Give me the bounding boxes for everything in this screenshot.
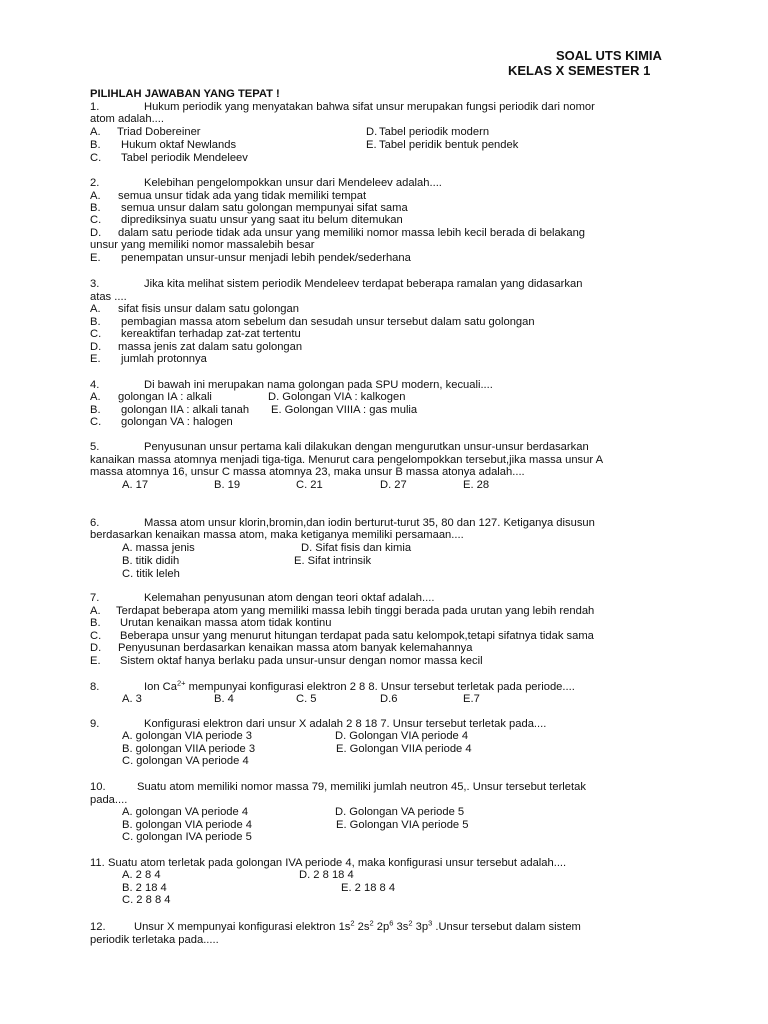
option-text: kereaktifan terhadap zat-zat tertentu	[121, 328, 301, 340]
option-text: B. 2 18 4	[122, 882, 167, 894]
option-key: E.	[90, 655, 101, 667]
question-text: Suatu atom terletak pada golongan IVA periode 4, maka konfigurasi unsur tersebut adalah....	[108, 857, 567, 869]
option-text: Tabel peridik bentuk pendek	[379, 139, 519, 151]
option-text: A. 17	[122, 479, 149, 491]
option-text: massa jenis zat dalam satu golongan	[118, 341, 303, 353]
option-key: C.	[90, 328, 102, 340]
option-text: jumlah protonnya	[121, 353, 207, 365]
option-text: D.6	[380, 693, 398, 705]
option-key: B.	[90, 202, 101, 214]
option-text: B. golongan VIIA periode 3	[122, 743, 256, 755]
question-text: atom adalah....	[90, 113, 165, 125]
option-text: E. Sifat intrinsik	[294, 555, 372, 567]
option-text: B. titik didih	[122, 555, 180, 567]
option-key: C.	[90, 416, 102, 428]
option-text: Sistem oktaf hanya berlaku pada unsur-unsur dengan nomor massa kecil	[120, 655, 483, 667]
option-text: E. Golongan VIIIA : gas mulia	[271, 404, 418, 416]
question-number: 7.	[90, 592, 100, 604]
option-text: C. titik leleh	[122, 568, 180, 580]
option-text: Tabel periodik Mendeleev	[121, 152, 248, 164]
question-text: Suatu atom memiliki nomor massa 79, memiliki jumlah neutron 45,. Unsur tersebut terletak	[137, 781, 586, 793]
option-key: C.	[90, 630, 102, 642]
option-key: A.	[90, 303, 101, 315]
question-text: Kelebihan pengelompokkan unsur dari Mendeleev adalah....	[144, 177, 442, 189]
question-text: Hukum periodik yang menyatakan bahwa sifat unsur merupakan fungsi periodik dari nomor	[144, 101, 595, 113]
question-text: Di bawah ini merupakan nama golongan pada SPU modern, kecuali....	[144, 379, 493, 391]
option-key: D.	[90, 642, 102, 654]
option-text: C. golongan VA periode 4	[122, 755, 249, 767]
question-number: 6.	[90, 517, 100, 529]
option-text: dalam satu periode tidak ada unsur yang memiliki nomor massa lebih kecil berada di belakang	[118, 227, 586, 239]
question-text: periodik terletaka pada.....	[90, 934, 219, 946]
option-text: Terdapat beberapa atom yang memiliki massa lebih tinggi berada pada urutan yang lebih rendah	[116, 605, 595, 617]
option-text: pembagian massa atom sebelum dan sesudah unsur tersebut dalam satu golongan	[121, 316, 535, 328]
option-text: E. 28	[463, 479, 490, 491]
option-text: C. golongan IVA periode 5	[122, 831, 252, 843]
question-text: Kelemahan penyusunan atom dengan teori oktaf adalah....	[144, 592, 435, 604]
option-text: E. 2 18 8 4	[341, 882, 396, 894]
question-text: Jika kita melihat sistem periodik Mendeleev terdapat beberapa ramalan yang didasarkan	[144, 278, 583, 290]
electron-configuration: $1s^2$ $2s^2$ $2p^6$ $3s^2$ $3p^3$	[338, 918, 433, 933]
question-number: 12.	[90, 921, 106, 933]
option-key: D.	[90, 341, 102, 353]
question-text: Ion $Ca^{2+}$ mempunyai konfigurasi elektron 2 8 8. Unsur tersebut terletak pada periode....	[144, 678, 575, 693]
question-number: 5.	[90, 441, 100, 453]
option-key: B.	[90, 617, 101, 629]
option-text: D. Golongan VIA periode 4	[335, 730, 469, 742]
option-text: A. golongan VIA periode 3	[122, 730, 252, 742]
question-text: kanaikan massa atomnya menjadi tiga-tiga. Menurut cara pengelompokkan tersebut,jika massa unsur A	[90, 454, 604, 466]
option-text: C. 2 8 8 4	[122, 894, 171, 906]
question-text: berdasarkan kenaikan massa atom, maka ketiganya memiliki persamaan....	[90, 529, 464, 541]
option-text: Hukum oktaf Newlands	[121, 139, 237, 151]
option-text: D. Sifat fisis dan kimia	[301, 542, 412, 554]
question-number: 4.	[90, 379, 100, 391]
option-text: A. 2 8 4	[122, 869, 161, 881]
option-key: B.	[90, 316, 101, 328]
question-text: Massa atom unsur klorin,bromin,dan iodin berturut-turut 35, 80 dan 127. Ketiganya disusun	[144, 517, 595, 529]
option-text: A. 3	[122, 693, 142, 705]
question-text: Unsur X mempunyai konfigurasi elektron $1s^2$ $2s^2$ $2p^6$ $3s^2$ $3p^3$ .Unsur tersebut dalam sistem	[134, 918, 581, 933]
option-text: E. Golongan VIA periode 5	[336, 819, 469, 831]
option-text: golongan VA : halogen	[121, 416, 233, 428]
option-text: B. 19	[214, 479, 241, 491]
option-text: golongan IA : alkali	[118, 391, 212, 403]
question-text: massa atomnya 16, unsur C massa atomnya 23, maka unsur B massa atonya adalah....	[90, 466, 525, 478]
question-text: Penyusunan unsur pertama kali dilakukan dengan mengurutkan unsur-unsur berdasarkan	[144, 441, 589, 453]
option-text: Urutan kenaikan massa atom tidak kontinu	[120, 617, 332, 629]
question-number: 3.	[90, 278, 100, 290]
option-key: A.	[90, 126, 101, 138]
option-text: Beberapa unsur yang menurut hitungan terdapat pada satu kelompok,tetapi sifatnya tidak sama	[120, 630, 594, 642]
question-text: pada....	[90, 794, 128, 806]
question-number: 11.	[90, 857, 105, 869]
option-text: penempatan unsur-unsur menjadi lebih pendek/sederhana	[121, 252, 411, 264]
option-text: C. 21	[296, 479, 323, 491]
option-key: E.	[366, 139, 377, 151]
question-number: 2.	[90, 177, 100, 189]
instruction-heading: PILIHLAH JAWABAN YANG TEPAT !	[90, 88, 280, 100]
question-number: 1.	[90, 101, 100, 113]
option-key: B.	[90, 139, 101, 151]
option-key: D.	[90, 227, 102, 239]
option-key: A.	[90, 391, 101, 403]
option-text: D. Golongan VA periode 5	[335, 806, 465, 818]
option-text: golongan IIA : alkali tanah	[121, 404, 250, 416]
option-text: sifat fisis unsur dalam satu golongan	[118, 303, 299, 315]
option-text: semua unsur dalam satu golongan mempunyai sifat sama	[121, 202, 408, 214]
question-number: 9.	[90, 718, 100, 730]
option-key: A.	[90, 190, 101, 202]
exam-class-semester: KELAS X SEMESTER 1	[508, 63, 651, 78]
option-text: D. Golongan VIA : kalkogen	[268, 391, 406, 403]
question-number: 10.	[90, 781, 106, 793]
option-text: Triad Dobereiner	[117, 126, 201, 138]
option-key: B.	[90, 404, 101, 416]
option-key: A.	[90, 605, 101, 617]
option-text: diprediksinya suatu unsur yang saat itu belum ditemukan	[121, 214, 403, 226]
option-text-cont: unsur yang memiliki nomor massalebih besar	[90, 239, 315, 251]
exam-title: SOAL UTS KIMIA	[556, 48, 662, 63]
option-text: E.7	[463, 693, 480, 705]
question-number: 8.	[90, 681, 100, 693]
option-text: Penyusunan berdasarkan kenaikan massa atom banyak kelemahannya	[118, 642, 473, 654]
option-key: C.	[90, 214, 102, 226]
option-key: D.	[366, 126, 378, 138]
option-text: A. golongan VA periode 4	[122, 806, 249, 818]
option-text: Tabel periodik modern	[379, 126, 490, 138]
option-text: E. Golongan VIIA periode 4	[336, 743, 472, 755]
option-text: semua unsur tidak ada yang tidak memiliki tempat	[118, 190, 367, 202]
question-text: atas ....	[90, 291, 127, 303]
option-key: E.	[90, 353, 101, 365]
option-text: B. 4	[214, 693, 234, 705]
option-text: B. golongan VIA periode 4	[122, 819, 252, 831]
question-text: Konfigurasi elektron dari unsur X adalah 2 8 18 7. Unsur tersebut terletak pada....	[144, 718, 547, 730]
option-text: D. 2 8 18 4	[299, 869, 354, 881]
option-text: D. 27	[380, 479, 407, 491]
option-key: C.	[90, 152, 102, 164]
option-text: C. 5	[296, 693, 317, 705]
option-text: A. massa jenis	[122, 542, 195, 554]
option-key: E.	[90, 252, 101, 264]
